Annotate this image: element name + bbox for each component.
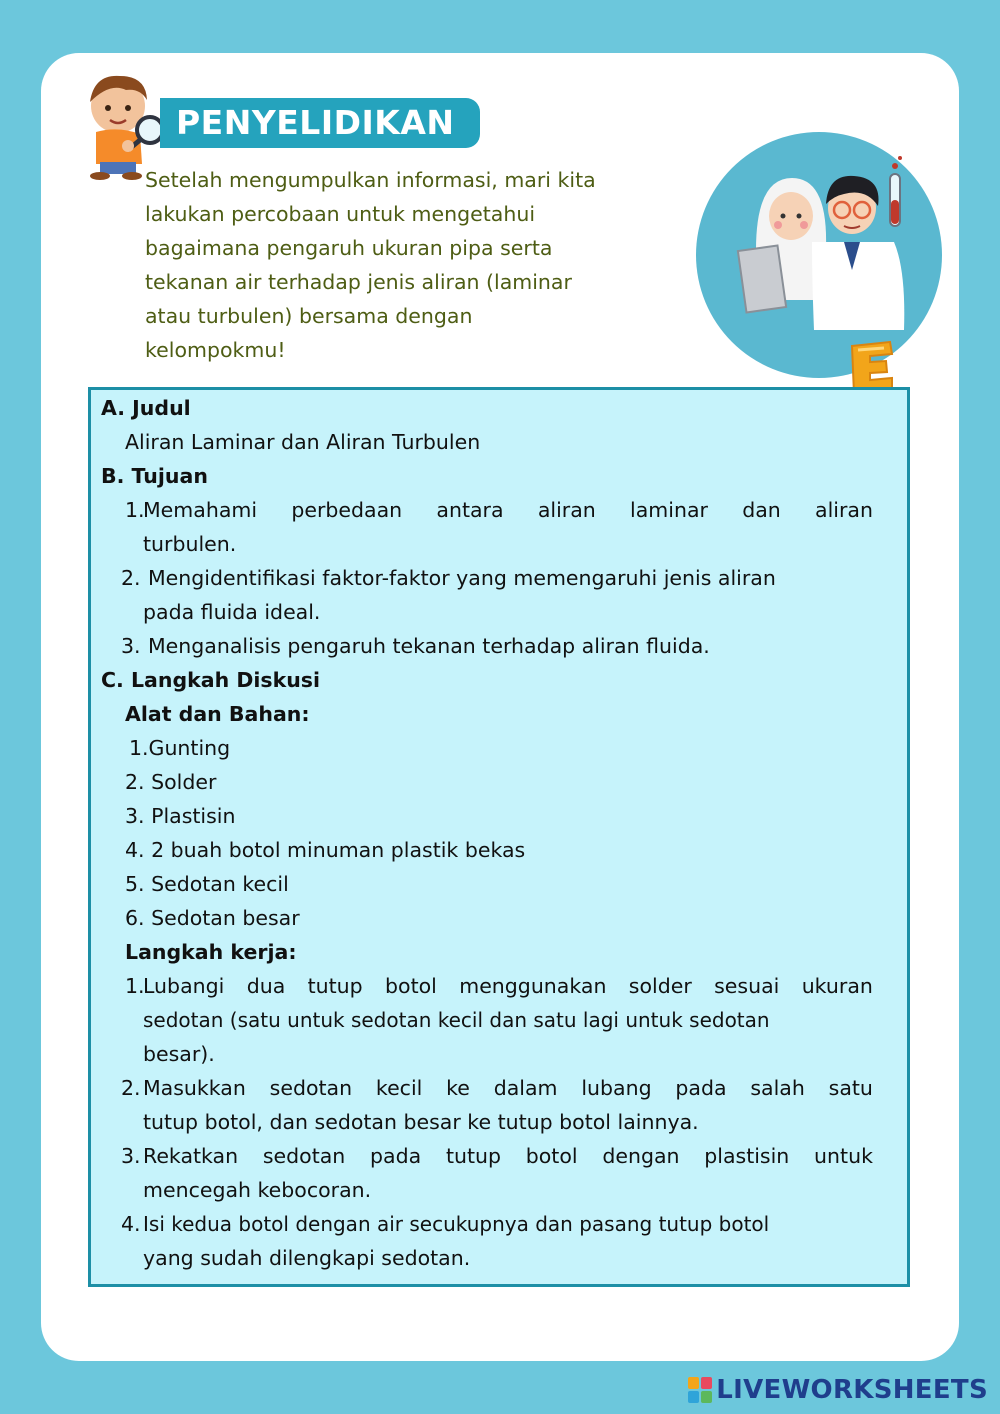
word: untuk xyxy=(814,1144,873,1168)
alat-item: 6. Sedotan besar xyxy=(125,906,300,930)
intro-line: bagaimana pengaruh ukuran pipa serta xyxy=(145,236,553,260)
langkah-heading: Langkah kerja: xyxy=(125,940,297,964)
scientists-illustration xyxy=(694,130,944,400)
intro-paragraph xyxy=(145,163,685,367)
intro-line: kelompokmu! xyxy=(145,338,286,362)
tujuan-3-text: Menganalisis pengaruh tekanan terhadap aliran fluida. xyxy=(148,634,710,658)
word: ke xyxy=(446,1076,470,1100)
word: Masukkan xyxy=(143,1076,246,1100)
liveworksheets-watermark xyxy=(688,1375,988,1405)
langkah-4-text: Isi kedua botol dengan air secukupnya dan pasang tutup botol xyxy=(143,1212,770,1236)
word: sedotan xyxy=(262,1144,346,1168)
word: laminar xyxy=(630,498,708,522)
word: aliran xyxy=(815,498,873,522)
alat-item: 5. Sedotan kecil xyxy=(125,872,289,896)
word: antara xyxy=(436,498,504,522)
word: dengan xyxy=(602,1144,680,1168)
word: botol xyxy=(525,1144,578,1168)
page-title: PENYELIDIKAN xyxy=(160,98,480,148)
word: perbedaan xyxy=(291,498,403,522)
alat-item: 2. Solder xyxy=(125,770,217,794)
word: plastisin xyxy=(704,1144,790,1168)
intro-line: tekanan air terhadap jenis aliran (laminar xyxy=(145,270,572,294)
intro-line: lakukan percobaan untuk mengetahui xyxy=(145,202,536,226)
liveworksheets-logo-icon xyxy=(688,1377,712,1403)
tujuan-2-text: Mengidentifikasi faktor-faktor yang memengaruhi jenis aliran xyxy=(148,566,776,590)
word: sesuai xyxy=(714,974,780,998)
langkah-1-line-2: sedotan (satu untuk sedotan kecil dan satu lagi untuk sedotan xyxy=(143,1008,770,1032)
word: tutup xyxy=(307,974,363,998)
langkah-4-number: 4. xyxy=(121,1212,141,1236)
word: satu xyxy=(828,1076,873,1100)
word: menggunakan xyxy=(459,974,607,998)
word: botol xyxy=(385,974,437,998)
tujuan-2-continuation: pada fluida ideal. xyxy=(143,600,321,624)
word: dua xyxy=(246,974,286,998)
word: aliran xyxy=(537,498,596,522)
langkah-1-number: 1. xyxy=(125,974,145,998)
word: solder xyxy=(628,974,692,998)
alat-item: 3. Plastisin xyxy=(125,804,236,828)
word: Memahami xyxy=(143,498,258,522)
tujuan-1-line xyxy=(143,498,873,522)
word: salah xyxy=(750,1076,805,1100)
word: dalam xyxy=(493,1076,558,1100)
word: sedotan xyxy=(269,1076,353,1100)
langkah-3-line xyxy=(143,1144,873,1168)
tujuan-1-continuation: turbulen. xyxy=(143,532,237,556)
section-c-heading: C. Langkah Diskusi xyxy=(101,668,321,692)
word: dan xyxy=(742,498,781,522)
word: kecil xyxy=(375,1076,423,1100)
langkah-3-line-2: mencegah kebocoran. xyxy=(143,1178,372,1202)
tujuan-3-number: 3. xyxy=(121,634,141,658)
langkah-4-line-2: yang sudah dilengkapi sedotan. xyxy=(143,1246,471,1270)
langkah-3-number: 3. xyxy=(121,1144,141,1168)
word: ukuran xyxy=(801,974,873,998)
alat-item: 4. 2 buah botol minuman plastik bekas xyxy=(125,838,526,862)
section-a-text: Aliran Laminar dan Aliran Turbulen xyxy=(125,430,481,454)
langkah-1-line-3: besar). xyxy=(143,1042,215,1066)
word: tutup xyxy=(445,1144,502,1168)
intro-line: Setelah mengumpulkan informasi, mari kita xyxy=(145,168,596,192)
langkah-2-number: 2. xyxy=(121,1076,141,1100)
word: Rekatkan xyxy=(143,1144,239,1168)
activity-box xyxy=(88,387,910,1287)
langkah-1-line xyxy=(143,974,873,998)
alat-item: 1.Gunting xyxy=(129,736,231,760)
word: pada xyxy=(370,1144,422,1168)
section-b-heading: B. Tujuan xyxy=(101,464,208,488)
alat-heading: Alat dan Bahan: xyxy=(125,702,310,726)
word: lubang xyxy=(581,1076,652,1100)
section-a-heading: A. Judul xyxy=(101,396,191,420)
tujuan-1-number: 1. xyxy=(125,498,145,522)
intro-line: atau turbulen) bersama dengan xyxy=(145,304,473,328)
tujuan-2-number: 2. xyxy=(121,566,141,590)
word: Lubangi xyxy=(143,974,225,998)
langkah-2-line-2: tutup botol, dan sedotan besar ke tutup botol lainnya. xyxy=(143,1110,699,1134)
langkah-2-line xyxy=(143,1076,873,1100)
word: pada xyxy=(675,1076,727,1100)
watermark-text: LIVEWORKSHEETS xyxy=(716,1375,988,1405)
